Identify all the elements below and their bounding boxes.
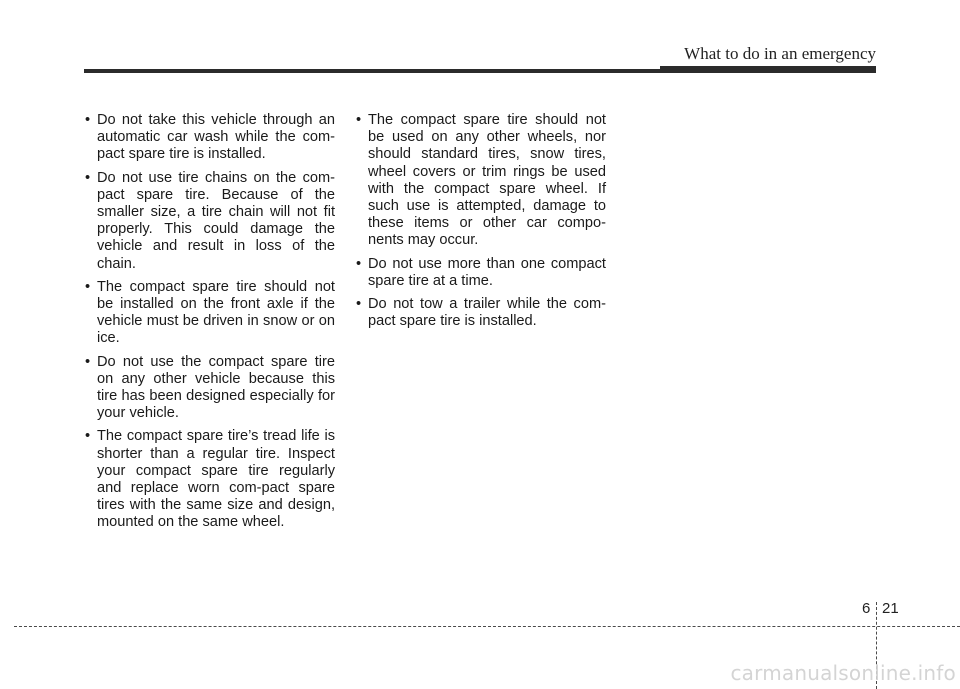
bullet-item xyxy=(355,112,606,250)
bullet-icon: • xyxy=(85,278,91,295)
chapter-number: 6 xyxy=(862,600,871,617)
bullet-icon: • xyxy=(85,353,91,370)
bullet-icon: • xyxy=(85,112,91,128)
left-column xyxy=(84,112,335,538)
bullet-text: Do not use more than one compact spare tire at a time. xyxy=(368,255,606,289)
footer-dashed-rule xyxy=(14,626,960,627)
bullet-item xyxy=(355,256,606,290)
bullet-text: Do not tow a trailer while the com-pact spare tire is installed. xyxy=(368,296,606,330)
bullet-item xyxy=(355,296,606,330)
bullet-text: The compact spare tire should not be used on any other wheels, nor should standard tires, snow tires, wheel covers or trim rings be used with the compact spare wheel. If such use is attempted, damage to these items or other car compo-nents may occur. xyxy=(368,112,606,249)
right-column xyxy=(355,112,606,336)
bullet-item xyxy=(84,428,335,531)
section-title: What to do in an emergency xyxy=(684,44,876,63)
bullet-text: Do not take this vehicle through an automatic car wash while the com-pact spare tire is installed. xyxy=(97,112,335,163)
bullet-item xyxy=(84,170,335,273)
bullet-icon: • xyxy=(356,112,362,128)
bullet-text: The compact spare tire should not be installed on the front axle if the vehicle must be driven in snow or on ice. xyxy=(97,278,335,347)
bullet-icon: • xyxy=(356,255,362,272)
bullet-icon: • xyxy=(85,428,91,445)
bullet-text: Do not use the compact spare tire on any other vehicle because this tire has been designed especially for your vehicle. xyxy=(97,353,335,422)
watermark: carmanualsonline.info xyxy=(730,661,956,685)
bullet-text: The compact spare tire’s tread life is shorter than a regular tire. Inspect your compact spare tire regularly and replace worn com-pact spare tires with the same size and design, mounted on the same wheel. xyxy=(97,428,335,531)
bullet-item xyxy=(84,112,335,164)
bullet-text: Do not use tire chains on the com-pact spare tire. Because of the smaller size, a tire chain will not fit properly. This could damage the vehicle and result in loss of the chain. xyxy=(97,169,335,272)
bullet-icon: • xyxy=(85,169,91,186)
page-number: 21 xyxy=(882,600,899,617)
header-rule-accent xyxy=(660,66,876,73)
bullet-item xyxy=(84,279,335,348)
bullet-item xyxy=(84,354,335,423)
bullet-icon: • xyxy=(356,296,362,313)
